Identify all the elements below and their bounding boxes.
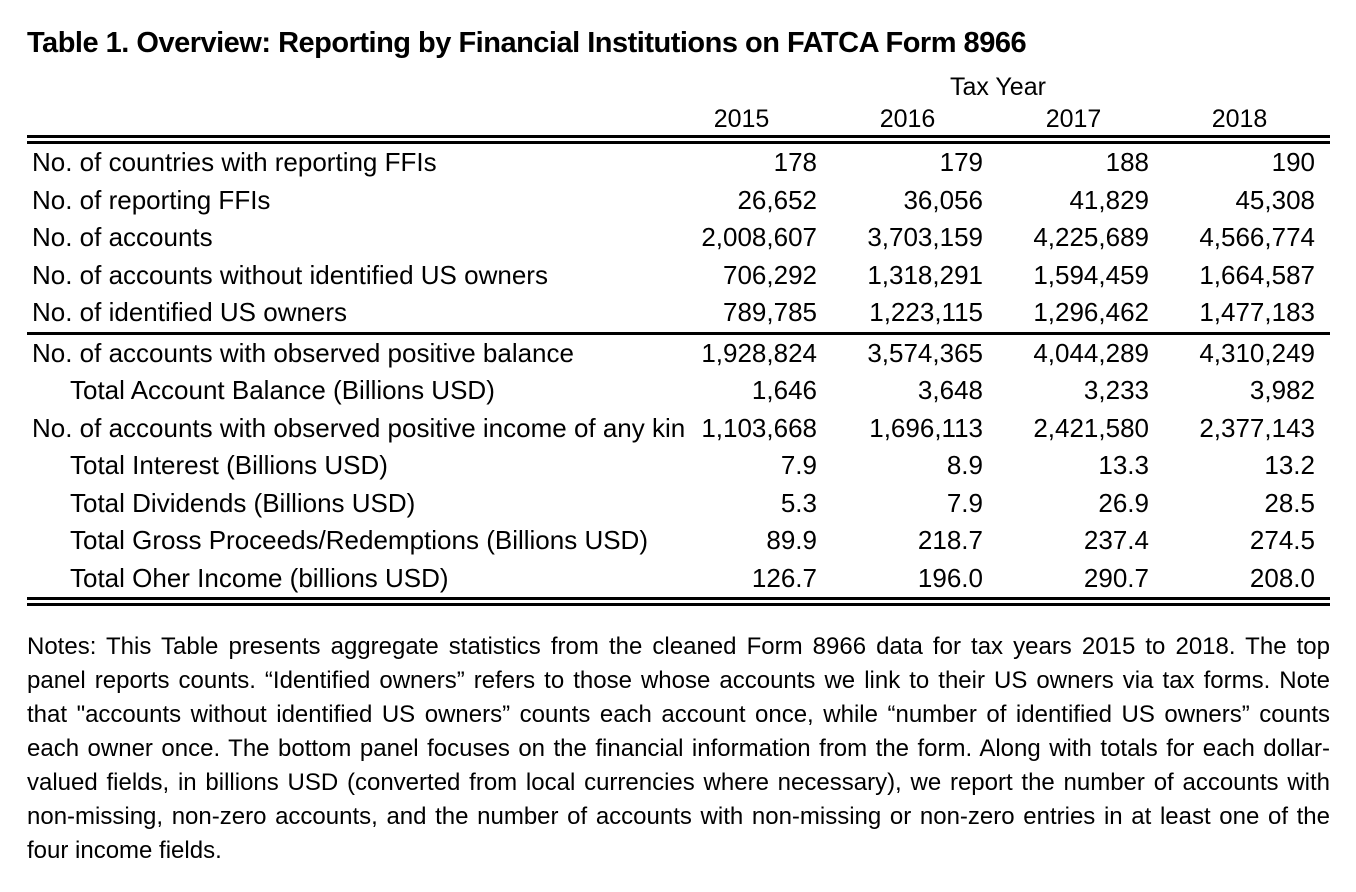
cell-value: 4,566,774 [1199, 222, 1315, 252]
table-title: Table 1. Overview: Reporting by Financial Institutions on FATCA Form 8966 [27, 27, 1027, 59]
cell-value: 2,377,143 [1199, 412, 1315, 443]
cell-value: 706,292 [723, 259, 817, 290]
cell-value: 13.2 [1264, 450, 1315, 480]
cell-value: 1,696,113 [869, 412, 983, 443]
cell-value: 8.9 [946, 450, 983, 480]
row-label: Total Dividends (Billions USD) [70, 487, 416, 518]
cell-value: 2,008,607 [701, 222, 817, 252]
cell-value: 179 [939, 147, 983, 177]
counts-panel [27, 144, 1330, 332]
table-row [27, 485, 1330, 523]
table-top-rule [27, 135, 1330, 144]
cell-value: 36,056 [903, 184, 983, 215]
row-label: Total Gross Proceeds/Redemptions (Billions USD) [70, 525, 648, 555]
cell-value: 1,103,668 [701, 412, 817, 443]
table-notes: Notes: This Table presents aggregate statistics from the cleaned Form 8966 data for tax years 2015 to 2018. The top panel reports counts. “Identified owners” refers to those whose accounts we link to their US owners via tax forms. Note that "accounts without identified US owners” counts each account once, while “number of identified US owners” counts each owner once. The bottom panel focuses on the financial information from the form. Along with totals for each dollar-valued fields, in billions USD (converted from local currencies where necessary), we report the number of accounts with non-missing, non-zero accounts, and the number of accounts with non-missing or non-zero entries in at least one of the four income fields. [27, 633, 1330, 864]
cell-value: 208.0 [1249, 562, 1315, 593]
cell-value: 178 [773, 147, 817, 177]
cell-value: 188 [1105, 147, 1149, 177]
table-row [27, 522, 1330, 560]
cell-value: 13.3 [1098, 450, 1149, 480]
cell-value: 1,594,459 [1033, 259, 1149, 290]
table-row [27, 294, 1330, 332]
financial-panel [27, 335, 1330, 598]
table-row [27, 447, 1330, 485]
cell-value: 2,421,580 [1033, 412, 1149, 443]
header-label-spacer [27, 103, 666, 135]
cell-value: 1,296,462 [1033, 297, 1149, 327]
cell-value: 237.4 [1083, 525, 1149, 555]
row-label: No. of countries with reporting FFIs [32, 147, 437, 177]
cell-value: 3,648 [917, 375, 983, 405]
cell-value: 218.7 [917, 525, 983, 555]
table-row [27, 144, 1330, 182]
tax-year-header: Tax Year [950, 73, 1046, 101]
cell-value: 7.9 [780, 450, 817, 480]
cell-value: 1,318,291 [867, 259, 983, 290]
cell-value: 1,223,115 [869, 297, 983, 327]
cell-value: 196.0 [917, 562, 983, 593]
header-label-spacer [27, 71, 666, 103]
cell-value: 1,477,183 [1199, 297, 1315, 327]
cell-value: 3,574,365 [867, 337, 983, 368]
cell-value: 1,928,824 [701, 337, 817, 368]
cell-value: 89.9 [766, 525, 817, 555]
year-header-row [27, 103, 1330, 135]
table-row [27, 182, 1330, 220]
table-row [27, 219, 1330, 257]
cell-value: 1,664,587 [1199, 259, 1315, 290]
table-row [27, 257, 1330, 295]
row-label: Total Oher Income (billions USD) [70, 562, 449, 593]
cell-value: 3,233 [1083, 375, 1149, 405]
cell-value: 290.7 [1083, 562, 1149, 593]
year-col-2016: 2016 [879, 105, 936, 133]
year-col-2015: 2015 [713, 105, 770, 133]
cell-value: 5.3 [780, 487, 817, 518]
table-row [27, 560, 1330, 598]
cell-value: 1,646 [751, 375, 817, 405]
cell-value: 41,829 [1069, 184, 1149, 215]
row-label: No. of accounts [32, 222, 213, 252]
cell-value: 7.9 [946, 487, 983, 518]
cell-value: 26.9 [1098, 487, 1149, 518]
fatca-overview-table [27, 71, 1330, 606]
cell-value: 4,310,249 [1199, 337, 1315, 368]
row-label: No. of accounts with observed positive balance [32, 337, 574, 368]
cell-value: 45,308 [1235, 184, 1315, 215]
row-label: No. of identified US owners [32, 297, 348, 327]
tax-year-group-header-row [27, 71, 1330, 103]
cell-value: 4,044,289 [1033, 337, 1149, 368]
cell-value: 274.5 [1249, 525, 1315, 555]
row-label: No. of reporting FFIs [32, 184, 271, 215]
cell-value: 28.5 [1264, 487, 1315, 518]
table-row [27, 335, 1330, 373]
table-row [27, 410, 1330, 448]
table-row [27, 372, 1330, 410]
row-label: Total Account Balance (Billions USD) [70, 375, 495, 405]
cell-value: 126.7 [751, 562, 817, 593]
row-label: Total Interest (Billions USD) [70, 450, 388, 480]
year-col-2017: 2017 [1045, 105, 1102, 133]
cell-value: 190 [1271, 147, 1315, 177]
cell-value: 4,225,689 [1033, 222, 1149, 252]
cell-value: 26,652 [737, 184, 817, 215]
cell-value: 3,703,159 [867, 222, 983, 252]
table-bottom-rule [27, 597, 1330, 606]
cell-value: 3,982 [1249, 375, 1315, 405]
row-label: No. of accounts with observed positive income of any kin [32, 412, 686, 443]
year-col-2018: 2018 [1211, 105, 1268, 133]
cell-value: 789,785 [723, 297, 817, 327]
row-label: No. of accounts without identified US owners [32, 259, 548, 290]
